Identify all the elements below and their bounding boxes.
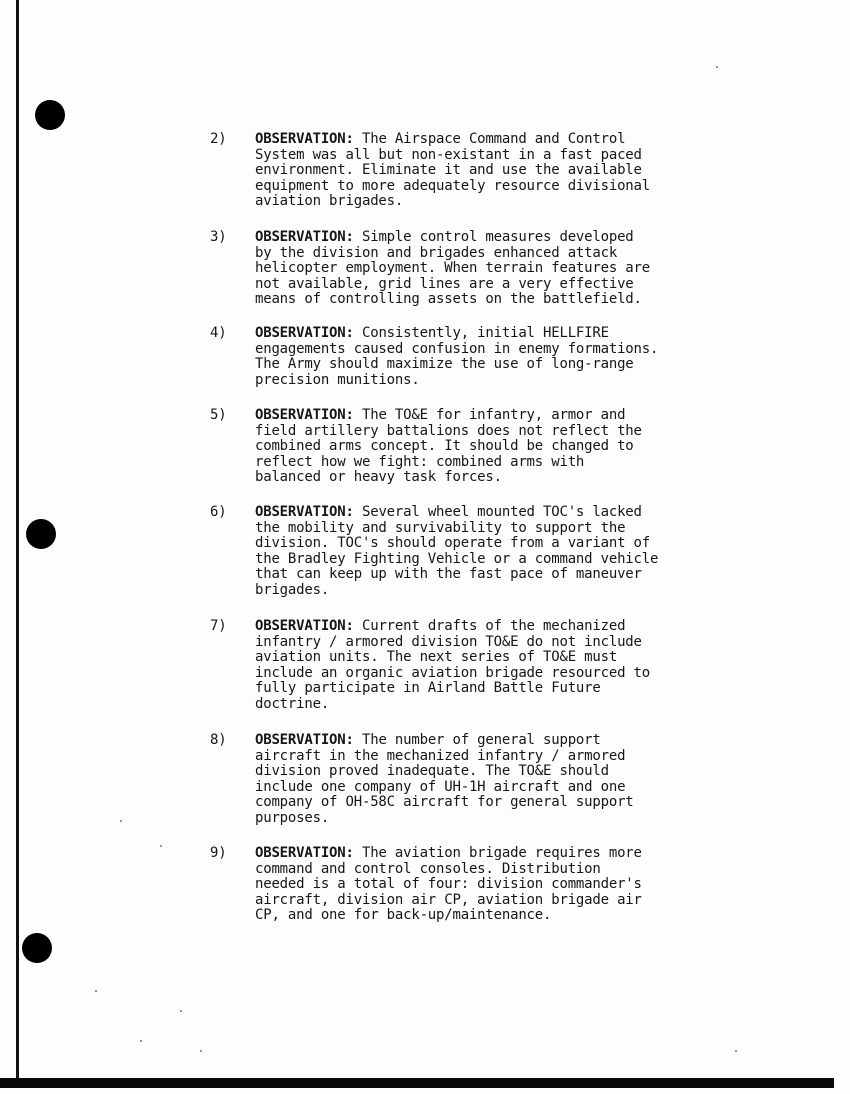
item-number: 9) bbox=[210, 845, 227, 861]
item-number: 2) bbox=[210, 131, 227, 147]
scan-speck bbox=[180, 1010, 182, 1012]
item-number: 6) bbox=[210, 504, 227, 520]
observation-label: OBSERVATION: bbox=[255, 504, 354, 520]
observation-item bbox=[210, 505, 770, 598]
observation-label: OBSERVATION: bbox=[255, 131, 354, 147]
observation-text: The aviation brigade requires more command and control consoles. Distribution needed is a total of four: division commander's aircraft, division air CP, aviation brigade air CP, and one for back-up/maintenance. bbox=[255, 845, 642, 923]
observation-text: The Airspace Command and Control System was all but non-existant in a fast paced environment. Eliminate it and use the available equipment to more adequately resource divisional aviation brigades. bbox=[255, 131, 650, 209]
observation-text: Consistently, initial HELLFIRE engagements caused confusion in enemy formations. The Army should maximize the use of long-range precision munitions. bbox=[255, 325, 659, 388]
observation-text: The number of general support aircraft in the mechanized infantry / armored division proved inadequate. The TO&E should include one company of UH-1H aircraft and one company of OH-58C aircraft for general support purposes. bbox=[255, 732, 634, 826]
observation-text: Several wheel mounted TOC's lacked the mobility and survivability to support the division. TOC's should operate from a variant of the Bradley Fighting Vehicle or a command vehicle that can keep up with the fast pace of maneuver brigades. bbox=[255, 504, 659, 598]
observation-item bbox=[210, 619, 770, 712]
item-number: 5) bbox=[210, 407, 227, 423]
punch-hole-top bbox=[35, 100, 65, 130]
item-number: 7) bbox=[210, 618, 227, 634]
observation-item bbox=[210, 230, 770, 308]
scan-speck bbox=[95, 990, 97, 992]
punch-hole-middle bbox=[26, 519, 56, 549]
page-bottom-edge bbox=[0, 1078, 834, 1088]
punch-hole-bottom bbox=[22, 933, 52, 963]
scan-speck bbox=[140, 1040, 142, 1042]
item-number: 4) bbox=[210, 325, 227, 341]
item-number: 3) bbox=[210, 229, 227, 245]
observation-label: OBSERVATION: bbox=[255, 845, 354, 861]
scan-speck bbox=[716, 66, 718, 68]
scan-speck bbox=[120, 820, 122, 822]
observation-text: The TO&E for infantry, armor and field artillery battalions does not reflect the combined arms concept. It should be changed to reflect how we fight: combined arms with balanced or heavy task forces. bbox=[255, 407, 642, 485]
scan-speck bbox=[200, 1050, 202, 1052]
observation-item bbox=[210, 408, 770, 486]
observation-label: OBSERVATION: bbox=[255, 618, 354, 634]
observation-item bbox=[210, 846, 770, 924]
scan-speck bbox=[160, 845, 162, 847]
page-left-edge bbox=[16, 0, 19, 1080]
observation-label: OBSERVATION: bbox=[255, 325, 354, 341]
observation-text: Current drafts of the mechanized infantry / armored division TO&E do not include aviation units. The next series of TO&E must include an organic aviation brigade resourced to fully participate in Airland Battle Future doctrine. bbox=[255, 618, 650, 712]
observation-item bbox=[210, 132, 770, 210]
observation-item bbox=[210, 326, 770, 388]
item-number: 8) bbox=[210, 732, 227, 748]
observation-label: OBSERVATION: bbox=[255, 732, 354, 748]
observation-text: Simple control measures developed by the division and brigades enhanced attack helicopter employment. When terrain features are not available, grid lines are a very effective means of controlling assets on the battlefield. bbox=[255, 229, 650, 307]
observation-item bbox=[210, 733, 770, 826]
observation-label: OBSERVATION: bbox=[255, 229, 354, 245]
observation-label: OBSERVATION: bbox=[255, 407, 354, 423]
scan-speck bbox=[735, 1050, 737, 1052]
